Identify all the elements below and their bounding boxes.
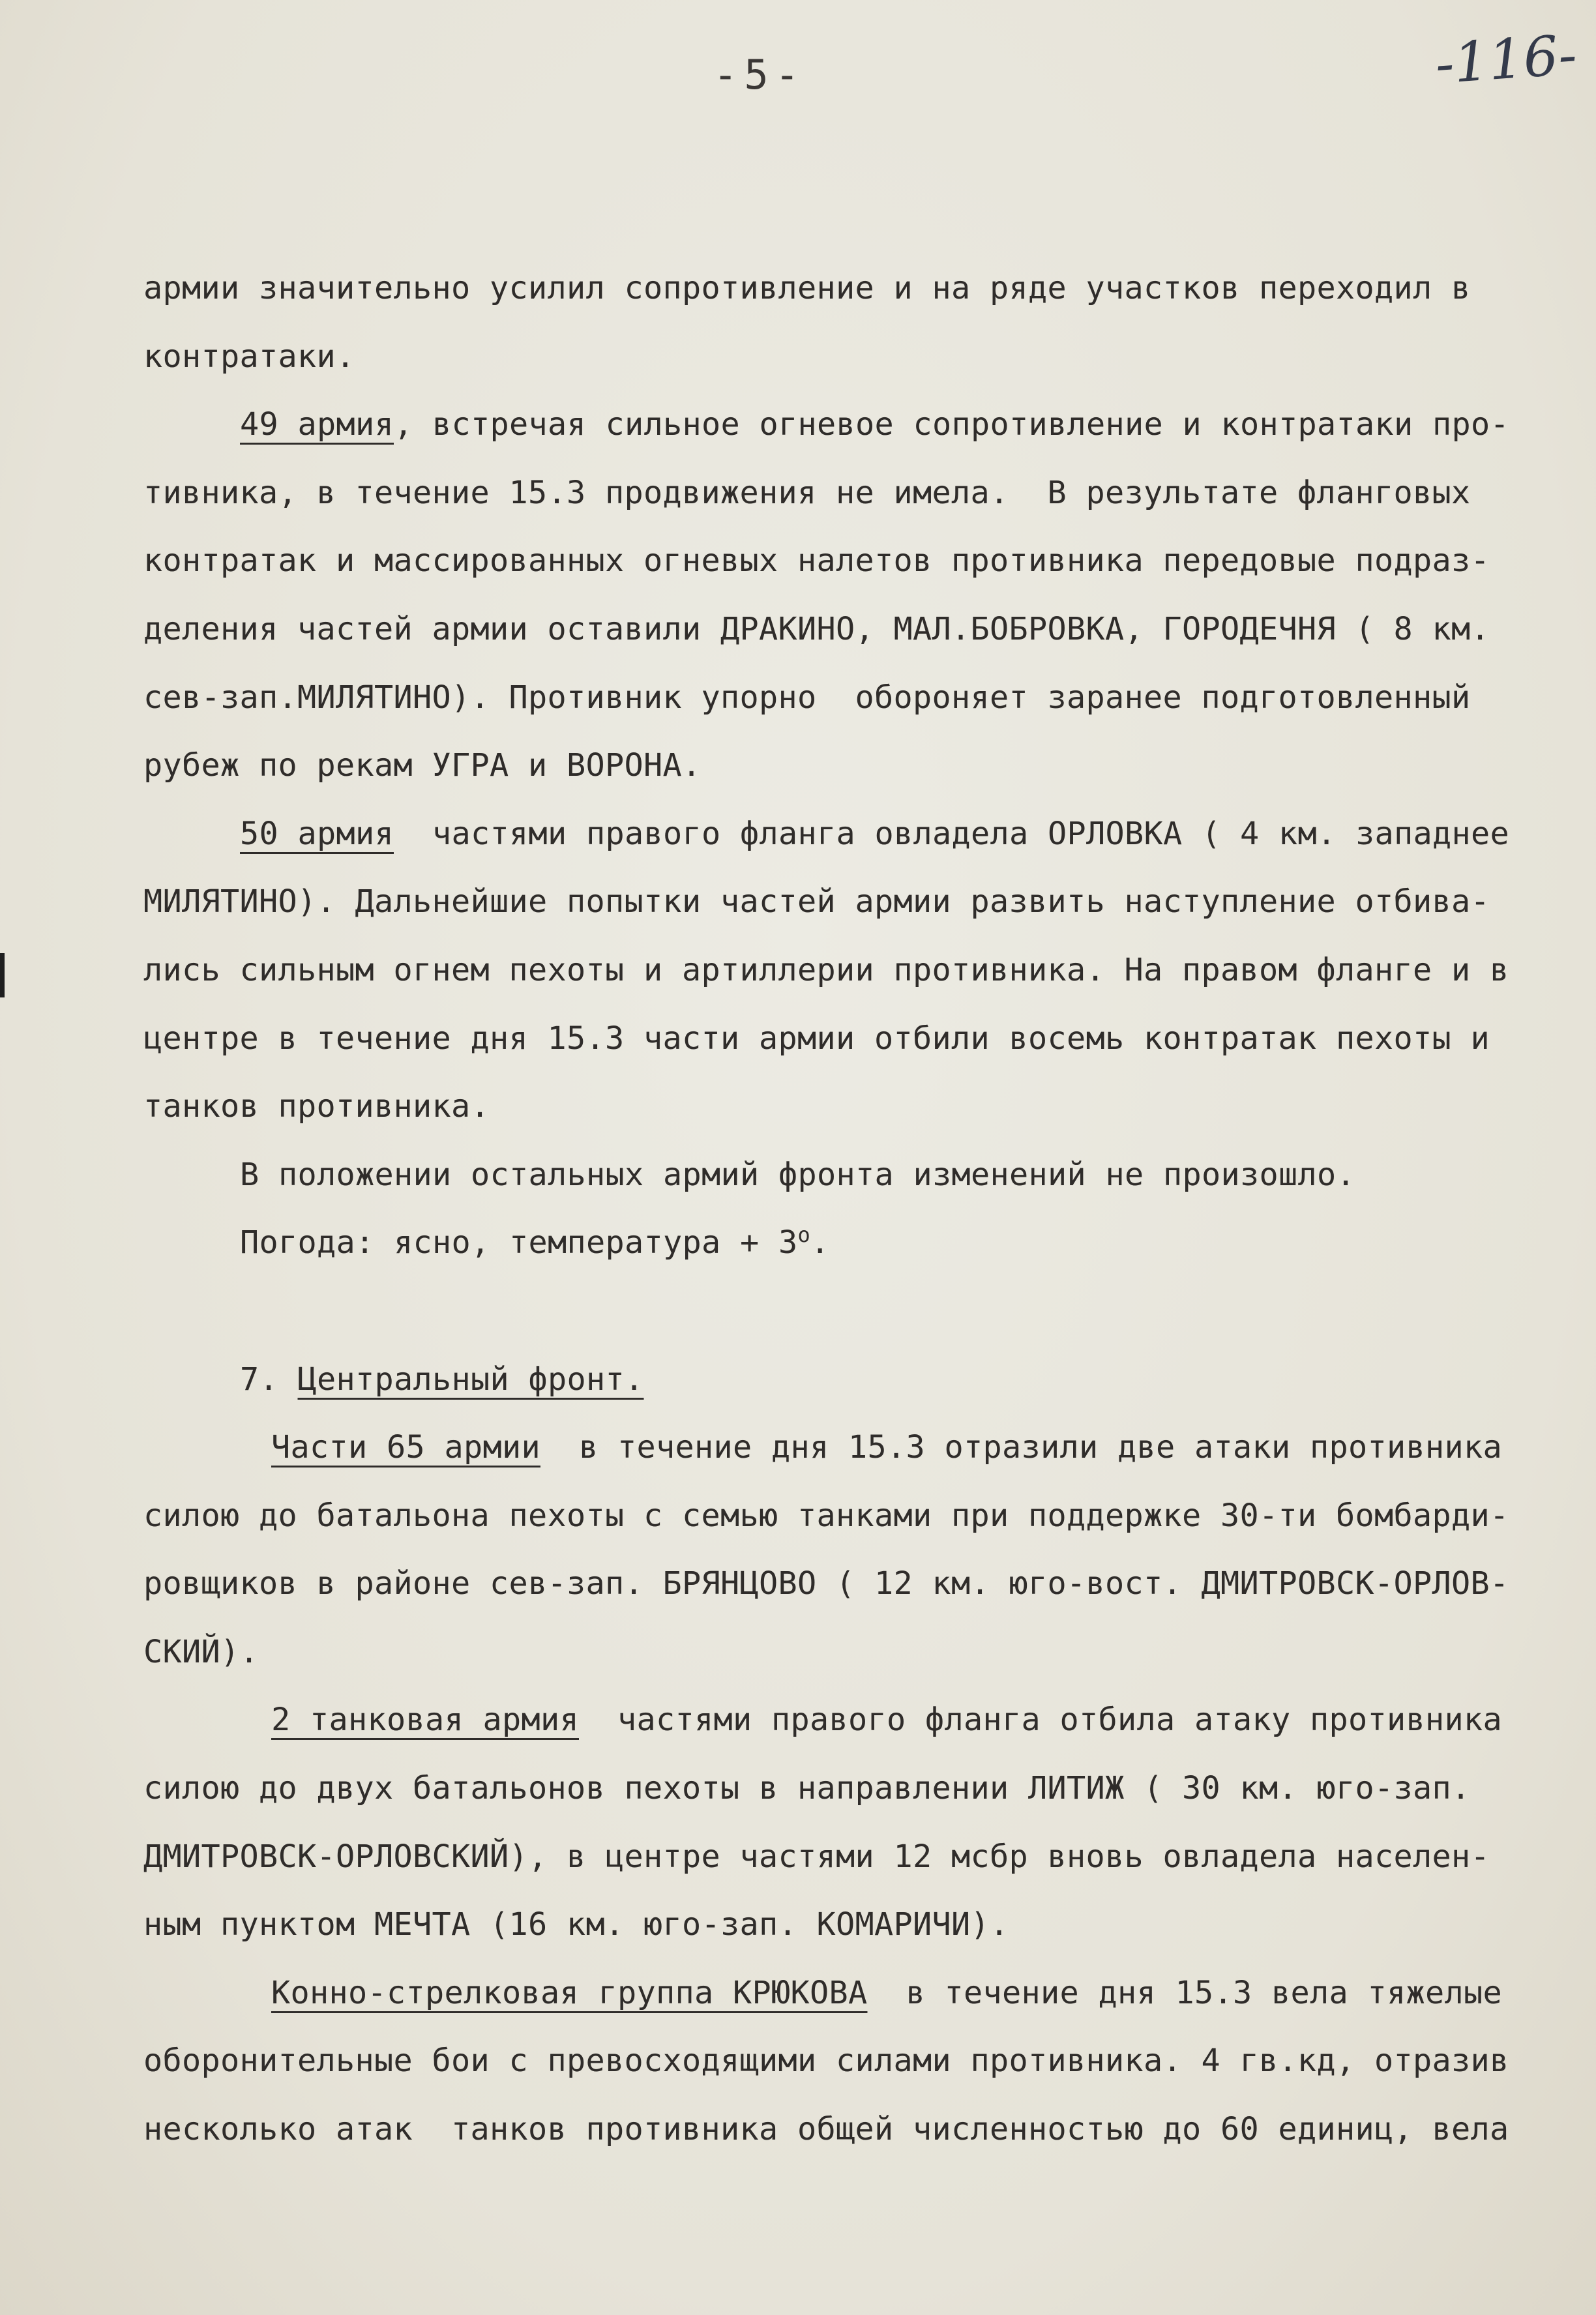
text-line: силою до батальона пехоты с семью танками при поддержке 30-ти бомбарди- xyxy=(143,1497,1509,1534)
text-line: тивника, в течение 15.3 продвижения не имела. В результате фланговых xyxy=(143,474,1471,511)
text-line: контратак и массированных огневых налетов противника передовые подраз- xyxy=(143,542,1490,580)
text-line: центре в течение дня 15.3 части армии отбили восемь контратак пехоты и xyxy=(143,1020,1490,1057)
text-line: ДМИТРОВСК-ОРЛОВСКИЙ), в центре частями 12 мсбр вновь овладела населен- xyxy=(143,1838,1490,1875)
text-line: МИЛЯТИНО). Дальнейшие попытки частей армии развить наступление отбива- xyxy=(143,883,1490,921)
text-line: Погода: ясно, температура + $3^о$. xyxy=(240,1222,830,1261)
text-line: танков противника. xyxy=(143,1088,490,1125)
text-line: контратаки. xyxy=(143,338,355,375)
text-line: В положении остальных армий фронта изменений не произошло. xyxy=(240,1156,1355,1193)
text-line: армии значительно усилил сопротивление и на ряде участков переходил в xyxy=(143,270,1471,306)
text-line: сев-зап.МИЛЯТИНО). Противник упорно обороняет заранее подготовленный xyxy=(143,679,1471,716)
text-line: ровщиков в районе сев-зап. БРЯНЦОВО ( 12 км. юго-вост. ДМИТРОВСК-ОРЛОВ- xyxy=(143,1565,1509,1602)
text-line: СКИЙ). xyxy=(143,1633,259,1670)
army-label: Части 65 армии xyxy=(271,1429,540,1466)
section-heading: 7. Центральный фронт. xyxy=(240,1361,644,1398)
army-label: 2 танковая армия xyxy=(271,1702,579,1739)
army-label: 49 армия xyxy=(240,406,394,443)
army-label: 50 армия xyxy=(240,815,394,852)
blank-line xyxy=(143,1277,1565,1346)
text-line: 49 армия, встречая сильное огневое сопротивление и контратаки про- xyxy=(240,406,1509,443)
text-line: Части 65 армии в течение дня 15.3 отразили две атаки противника xyxy=(271,1429,1502,1466)
text-line: деления частей армии оставили ДРАКИНО, МАЛ.БОБРОВКА, ГОРОДЕЧНЯ ( 8 км. xyxy=(143,610,1490,647)
edge-mark xyxy=(0,953,5,997)
text-line: оборонительные бои с превосходящими силами противника. 4 гв.кд, отразив xyxy=(143,2042,1509,2080)
page-number: -5- xyxy=(713,51,806,98)
text-line: 2 танковая армия частями правого фланга отбила атаку противника xyxy=(271,1702,1502,1739)
document-body xyxy=(143,254,1565,2164)
text-line: Конно-стрелковая группа КРЮКОВА в течение дня 15.3 вела тяжелые xyxy=(271,1974,1502,2011)
text-line: 50 армия частями правого фланга овладела ОРЛОВКА ( 4 км. западнее xyxy=(240,815,1509,852)
archive-number-handwritten: -116- xyxy=(1433,22,1579,96)
text-line: несколько атак танков противника общей численностью до 60 единиц, вела xyxy=(143,2111,1509,2148)
degree-mark: о xyxy=(797,1222,811,1248)
text-line: силою до двух батальонов пехоты в направлении ЛИТИЖ ( 30 км. юго-зап. xyxy=(143,1770,1471,1807)
text-line: ным пунктом МЕЧТА (16 км. юго-зап. КОМАРИЧИ). xyxy=(143,1906,1009,1943)
army-label: Конно-стрелковая группа КРЮКОВА xyxy=(271,1974,868,2011)
text-line: рубеж по рекам УГРА и ВОРОНА. xyxy=(143,747,702,784)
text-line: лись сильным огнем пехоты и артиллерии противника. На правом фланге и в xyxy=(143,951,1509,988)
